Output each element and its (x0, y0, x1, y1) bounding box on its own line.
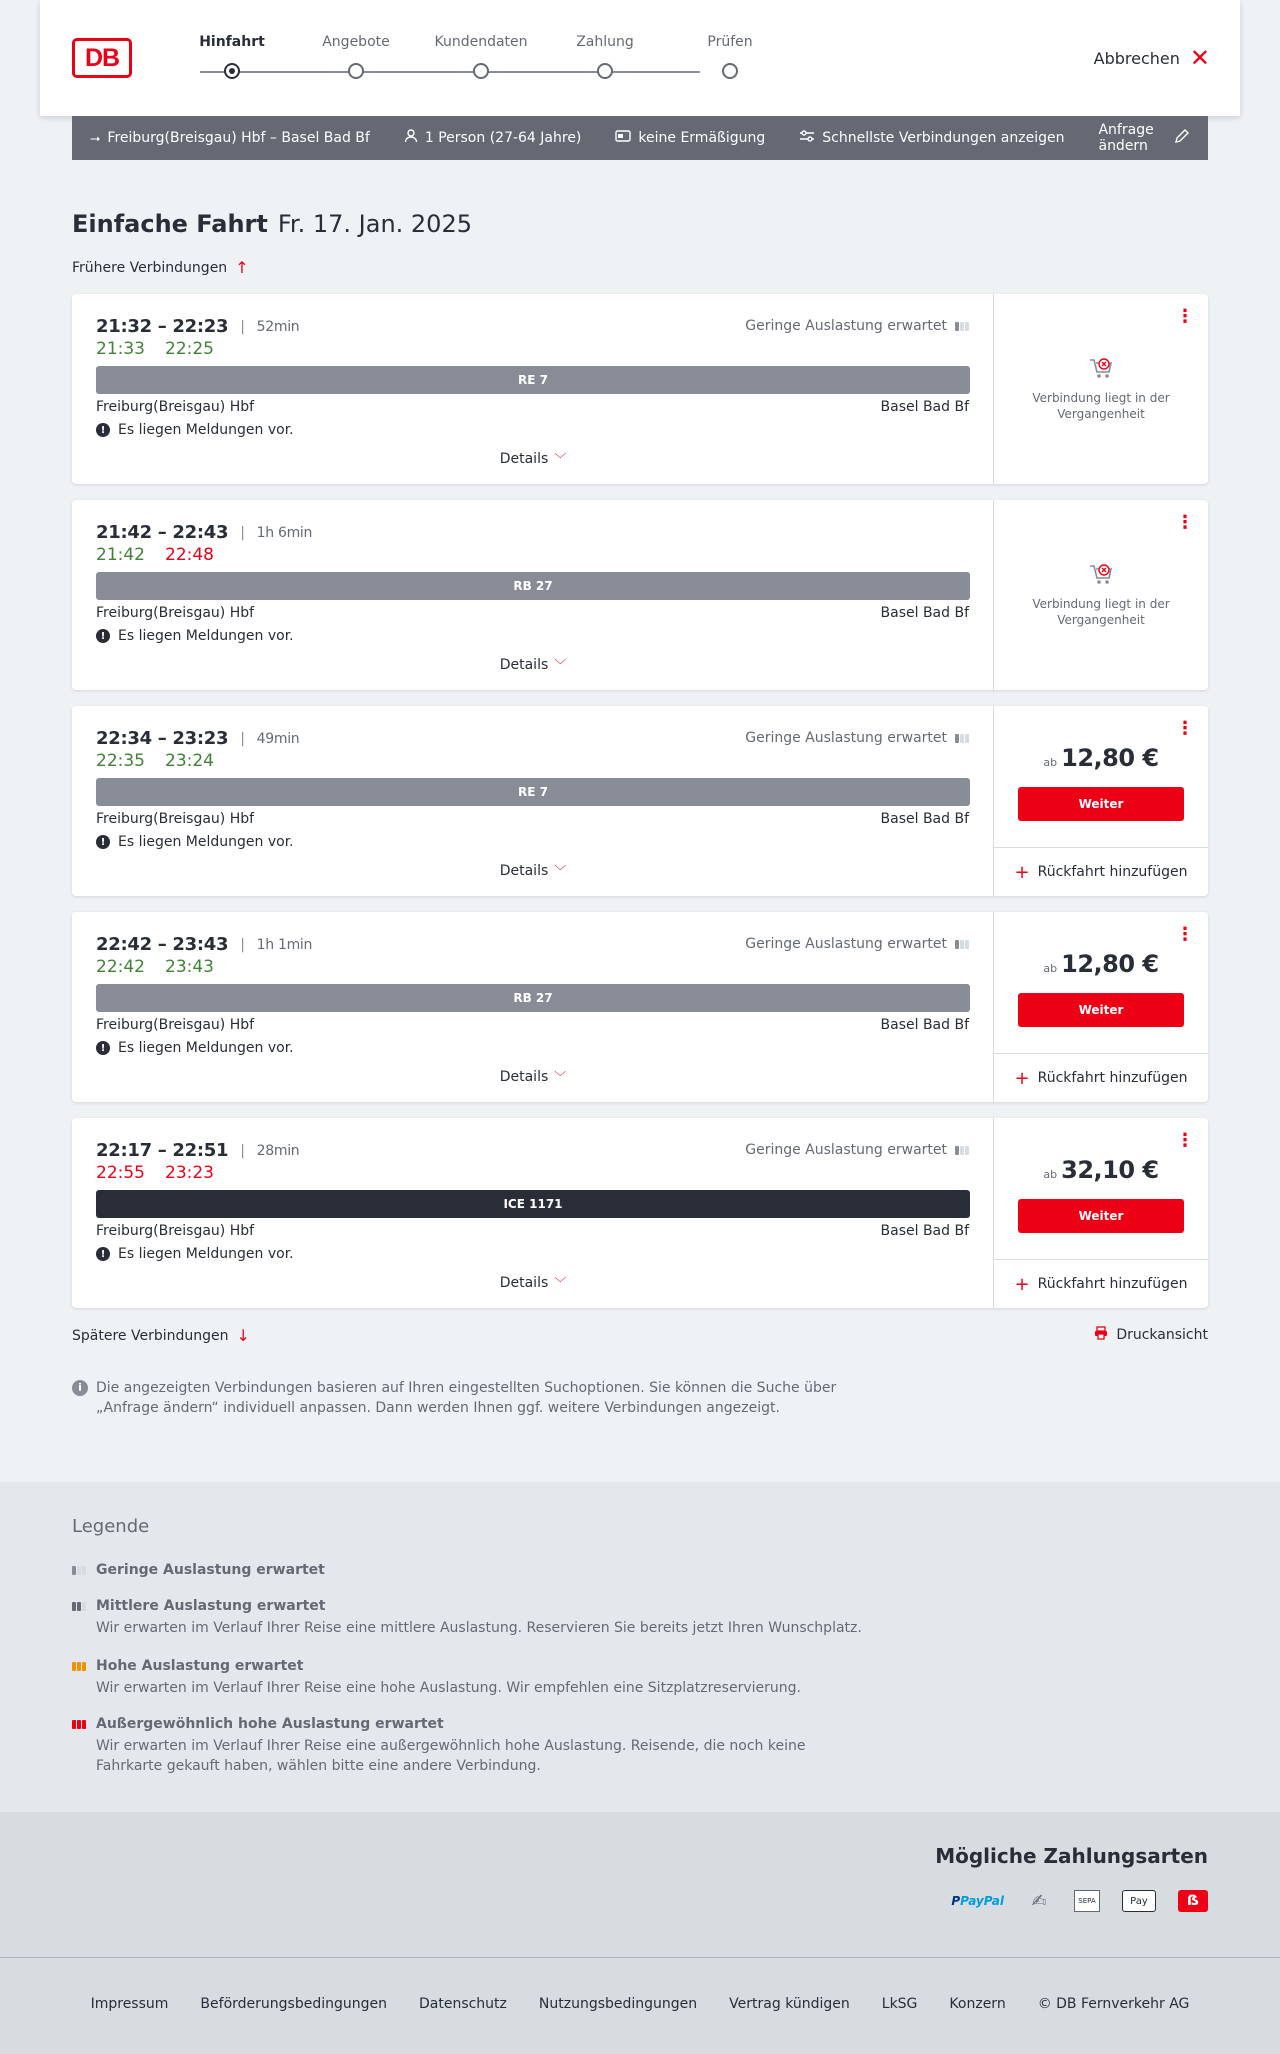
price-value: 12,80 € (1061, 950, 1159, 978)
occupancy-mid-icon (72, 1602, 86, 1611)
time-range: 21:32 – 22:23 (96, 316, 229, 337)
realtime-departure: 21:33 (96, 339, 145, 359)
price-prefix: ab (1043, 962, 1058, 975)
change-request-label: Anfrage ändern (1098, 122, 1154, 154)
realtime-departure: 22:55 (96, 1163, 145, 1183)
legend-item-text: Wir erwarten im Verlauf Ihrer Reise eine hohe Auslastung. Wir empfehlen eine Sitzplatzreservierung. (96, 1680, 801, 1696)
past-text: Verbindung liegt in der Vergangenheit (1032, 391, 1170, 421)
occupancy-low-icon (955, 940, 969, 949)
details-toggle[interactable] (72, 1274, 994, 1291)
train-bar[interactable]: RE 7 (96, 366, 970, 394)
step-label: Zahlung (576, 34, 634, 50)
time-range: 22:17 – 22:51 (96, 1140, 229, 1161)
footer-link-vertrag-kuendigen[interactable]: Vertrag kündigen (729, 1996, 850, 2012)
time-separator: | (240, 936, 245, 953)
notice-message[interactable] (96, 422, 294, 438)
step-dot (722, 63, 738, 79)
occupancy-extreme-icon (72, 1720, 86, 1729)
passenger-text: 1 Person (27-64 Jahre) (424, 130, 582, 146)
arrival-station: Basel Bad Bf (880, 605, 969, 621)
occupancy-text: Geringe Auslastung erwartet (745, 1142, 947, 1158)
details-label: Details (499, 657, 549, 673)
price (994, 1156, 1208, 1184)
details-label: Details (499, 451, 549, 467)
payment-methods-section (0, 1812, 1280, 1958)
later-connections-link[interactable] (72, 1326, 250, 1345)
plus-icon: + (1014, 1067, 1030, 1089)
connection-card (72, 912, 1208, 1102)
realtime-arrival: 23:23 (165, 1163, 214, 1183)
realtime-arrival: 22:48 (165, 545, 214, 565)
connection-info (72, 912, 994, 1102)
notice-message[interactable] (96, 628, 294, 644)
legend-item-mid (72, 1598, 872, 1638)
occupancy-indicator (745, 1142, 969, 1158)
discount-text: keine Ermäßigung (638, 130, 766, 146)
departure-station: Freiburg(Breisgau) Hbf (96, 811, 255, 827)
step-label: Angebote (322, 34, 390, 50)
arrow-down-icon: ↓ (236, 1326, 250, 1345)
price-prefix: ab (1043, 1168, 1058, 1181)
legend-item-text: Wir erwarten im Verlauf Ihrer Reise eine mittlere Auslastung. Reservieren Sie bereits jetzt Ihren Wunschplatz. (96, 1620, 862, 1636)
offer-panel (994, 500, 1208, 690)
realtime-times (96, 957, 214, 977)
sepa-icon: SEPA (1074, 1890, 1100, 1912)
add-return-button[interactable] (994, 1053, 1208, 1102)
person-icon (404, 129, 418, 147)
continue-button[interactable]: Weiter (1018, 787, 1184, 821)
direct-debit-icon: ✍ (1031, 1890, 1047, 1912)
earlier-connections-label: Frühere Verbindungen (72, 259, 228, 276)
departure-station: Freiburg(Breisgau) Hbf (96, 399, 255, 415)
price (994, 744, 1208, 772)
time-range: 21:42 – 22:43 (96, 522, 229, 543)
occupancy-text: Geringe Auslastung erwartet (745, 318, 947, 334)
footer-copyright: © DB Fernverkehr AG (1037, 1996, 1190, 2012)
legend-item-text: Wir erwarten im Verlauf Ihrer Reise eine außergewöhnlich hohe Auslastung. Reisende, die noch keine Fahrkarte gekauft haben, wählen bitte eine andere Verbindung. (96, 1738, 806, 1774)
details-label: Details (499, 1069, 549, 1085)
add-return-button[interactable] (994, 1259, 1208, 1308)
continue-button[interactable]: Weiter (1018, 993, 1184, 1027)
train-bar[interactable]: RB 27 (96, 984, 970, 1012)
exclamation-icon: ! (96, 835, 110, 849)
plus-icon: + (1014, 1273, 1030, 1295)
earlier-connections-link[interactable] (72, 258, 249, 277)
offer-panel (994, 706, 1208, 896)
realtime-times (96, 545, 214, 565)
connection-card (72, 1118, 1208, 1308)
occupancy-indicator (745, 318, 969, 334)
details-label: Details (499, 863, 549, 879)
connection-info (72, 294, 994, 484)
step-zahlung (543, 34, 667, 50)
occupancy-low-icon (72, 1566, 86, 1575)
discount-summary (615, 130, 765, 146)
add-return-label: Rückfahrt hinzufügen (1037, 864, 1188, 880)
exclamation-icon: ! (96, 629, 110, 643)
duration: 28min (256, 1142, 300, 1159)
connection-card (72, 294, 1208, 484)
cart-unavailable-icon (1087, 354, 1115, 382)
chevron-down-icon: ﹀ (554, 658, 567, 672)
step-pruefen (668, 34, 792, 50)
add-return-label: Rückfahrt hinzufügen (1037, 1070, 1188, 1086)
realtime-departure: 22:42 (96, 957, 145, 977)
stepper-line (200, 71, 700, 73)
legend-item-title: Außergewöhnlich hohe Auslastung erwartet (96, 1716, 444, 1732)
step-label: Kundendaten (434, 34, 528, 50)
db-card-icon: ẞ (1178, 1890, 1208, 1912)
realtime-arrival: 23:24 (165, 751, 214, 771)
step-label: Hinfahrt (199, 34, 265, 50)
step-hinfahrt (170, 34, 294, 50)
connection-info (72, 706, 994, 896)
planned-times (96, 1140, 299, 1161)
search-summary-bar (72, 116, 1208, 160)
footer-link-datenschutz[interactable]: Datenschutz (418, 1996, 507, 2012)
realtime-arrival: 22:25 (165, 339, 214, 359)
train-bar[interactable]: ICE 1171 (96, 1190, 970, 1218)
past-text: Verbindung liegt in der Vergangenheit (1032, 597, 1170, 627)
close-icon: ✕ (1189, 44, 1210, 72)
time-range: 22:34 – 23:23 (96, 728, 229, 749)
duration: 52min (256, 318, 300, 335)
planned-times (96, 728, 299, 749)
footer-link-konzern[interactable]: Konzern (949, 1996, 1006, 2012)
cancel-label: Abbrechen (1093, 48, 1180, 68)
payment-methods-title: Mögliche Zahlungsarten (935, 1844, 1208, 1868)
realtime-departure: 21:42 (96, 545, 145, 565)
legend-item-low (72, 1562, 872, 1578)
footer-link-nutzungsbedingungen[interactable]: Nutzungsbedingungen (538, 1996, 698, 2012)
info-icon: i (72, 1380, 88, 1396)
past-connection-notice (994, 354, 1208, 422)
notice-text: Es liegen Meldungen vor. (118, 1040, 294, 1056)
chevron-down-icon: ﹀ (554, 864, 567, 878)
time-separator: | (240, 524, 245, 541)
later-connections-label: Spätere Verbindungen (72, 1327, 229, 1344)
notice-text: Es liegen Meldungen vor. (118, 1246, 294, 1262)
offer-panel (994, 912, 1208, 1102)
print-view-label: Druckansicht (1116, 1327, 1208, 1343)
db-logo[interactable]: DB (72, 38, 132, 78)
planned-times (96, 316, 299, 337)
price-prefix: ab (1043, 756, 1058, 769)
notice-message[interactable] (96, 1040, 294, 1056)
arrow-up-icon: ↑ (235, 258, 249, 277)
arrow-right-icon: ⭢ (90, 130, 101, 146)
connection-card (72, 706, 1208, 896)
apple-pay-icon (1122, 1890, 1156, 1912)
printer-icon (1094, 1326, 1108, 1344)
occupancy-low-icon (955, 734, 969, 743)
header (40, 0, 1240, 116)
departure-station: Freiburg(Breisgau) Hbf (96, 1017, 255, 1033)
route-text: Freiburg(Breisgau) Hbf – Basel Bad Bf (107, 130, 370, 146)
notice-message[interactable] (96, 834, 294, 850)
realtime-times (96, 339, 214, 359)
option-summary (799, 130, 1064, 146)
details-toggle[interactable] (72, 450, 994, 467)
time-separator: | (240, 730, 245, 747)
details-toggle[interactable] (72, 1068, 994, 1085)
notice-text: Es liegen Meldungen vor. (118, 422, 294, 438)
details-toggle[interactable] (72, 862, 994, 879)
departure-station: Freiburg(Breisgau) Hbf (96, 605, 255, 621)
duration: 49min (256, 730, 300, 747)
cancel-button[interactable] (1094, 46, 1210, 70)
option-text: Schnellste Verbindungen anzeigen (822, 130, 1065, 146)
more-options-icon[interactable]: ⋮ (1176, 512, 1194, 533)
route-summary (90, 130, 370, 146)
time-range: 22:42 – 23:43 (96, 934, 229, 955)
arrival-station: Basel Bad Bf (880, 1017, 969, 1033)
arrival-station: Basel Bad Bf (880, 811, 969, 827)
passenger-summary (404, 129, 582, 147)
more-options-icon[interactable]: ⋮ (1176, 306, 1194, 327)
arrival-station: Basel Bad Bf (880, 399, 969, 415)
exclamation-icon: ! (96, 1247, 110, 1261)
occupancy-text: Geringe Auslastung erwartet (745, 936, 947, 952)
legend-title: Legende (72, 1516, 150, 1537)
offer-panel (994, 294, 1208, 484)
step-dot (473, 63, 489, 79)
step-angebote (294, 34, 418, 50)
past-connection-notice (994, 560, 1208, 628)
details-toggle[interactable] (72, 656, 994, 673)
duration: 1h 1min (256, 936, 313, 953)
bahncard-icon (615, 130, 631, 146)
realtime-departure: 22:35 (96, 751, 145, 771)
step-kundendaten (419, 34, 543, 50)
footer-links (0, 1958, 1280, 2012)
notice-text: Es liegen Meldungen vor. (118, 834, 294, 850)
price-value: 12,80 € (1061, 744, 1159, 772)
realtime-times (96, 751, 214, 771)
legend-item-high (72, 1658, 872, 1698)
details-label: Details (499, 1275, 549, 1291)
legend-item-extreme (72, 1716, 872, 1776)
duration: 1h 6min (256, 524, 313, 541)
step-dot (597, 63, 613, 79)
search-info-note (72, 1378, 872, 1418)
realtime-times (96, 1163, 214, 1183)
exclamation-icon: ! (96, 423, 110, 437)
price-value: 32,10 € (1061, 1156, 1159, 1184)
filter-icon (799, 130, 815, 146)
chevron-down-icon: ﹀ (554, 1070, 567, 1084)
footer-link-lksg[interactable]: LkSG (881, 1996, 918, 2012)
price (994, 950, 1208, 978)
train-bar[interactable]: RB 27 (96, 572, 970, 600)
add-return-button[interactable] (994, 847, 1208, 896)
occupancy-high-icon (72, 1662, 86, 1671)
occupancy-text: Geringe Auslastung erwartet (745, 730, 947, 746)
notice-message[interactable] (96, 1246, 294, 1262)
occupancy-low-icon (955, 322, 969, 331)
connection-info (72, 500, 994, 690)
realtime-arrival: 23:43 (165, 957, 214, 977)
pencil-icon (1174, 128, 1190, 148)
booking-stepper (170, 0, 753, 116)
step-dot-active (224, 63, 240, 79)
planned-times (96, 522, 312, 543)
train-bar[interactable]: RE 7 (96, 778, 970, 806)
continue-button[interactable]: Weiter (1018, 1199, 1184, 1233)
apple-pay-text: Pay (1130, 1895, 1148, 1907)
footer-link-impressum[interactable]: Impressum (90, 1996, 169, 2012)
connection-info (72, 1118, 994, 1308)
info-text: Die angezeigten Verbindungen basieren auf Ihren eingestellten Suchoptionen. Sie können die Suche über „Anfrage ändern“ individuell anpassen. Dann werden Ihnen ggf. weitere Verbindungen angezeigt. (96, 1380, 837, 1416)
add-return-label: Rückfahrt hinzufügen (1037, 1276, 1188, 1292)
occupancy-indicator (745, 730, 969, 746)
legend-item-title: Geringe Auslastung erwartet (96, 1562, 325, 1578)
page-title (72, 210, 472, 238)
planned-times (96, 934, 312, 955)
occupancy-low-icon (955, 1146, 969, 1155)
cart-unavailable-icon (1087, 560, 1115, 588)
connection-card (72, 500, 1208, 690)
legend-item-title: Hohe Auslastung erwartet (96, 1658, 304, 1674)
more-options-icon[interactable]: ⋮ (1176, 924, 1194, 945)
paypal-icon: P PayPal (951, 1894, 1004, 1908)
more-options-icon[interactable]: ⋮ (1176, 1130, 1194, 1151)
more-options-icon[interactable]: ⋮ (1176, 718, 1194, 739)
footer-link-befoerderungsbedingungen[interactable]: Beförderungsbedingungen (200, 1996, 387, 2012)
chevron-down-icon: ﹀ (554, 1276, 567, 1290)
legend-item-title: Mittlere Auslastung erwartet (96, 1598, 326, 1614)
plus-icon: + (1014, 861, 1030, 883)
time-separator: | (240, 1142, 245, 1159)
step-label: Prüfen (707, 34, 753, 50)
arrival-station: Basel Bad Bf (880, 1223, 969, 1239)
payment-icons (951, 1890, 1208, 1912)
departure-station: Freiburg(Breisgau) Hbf (96, 1223, 255, 1239)
chevron-down-icon: ﹀ (554, 452, 567, 466)
print-view-link[interactable] (1094, 1326, 1208, 1344)
step-dot (348, 63, 364, 79)
change-request-button[interactable] (1098, 122, 1190, 154)
exclamation-icon: ! (96, 1041, 110, 1055)
offer-panel (994, 1118, 1208, 1308)
trip-type-title: Einfache Fahrt (72, 210, 268, 238)
paypal-text: PayPal (960, 1894, 1004, 1908)
time-separator: | (240, 318, 245, 335)
legend-section (0, 1482, 1280, 1812)
occupancy-indicator (745, 936, 969, 952)
notice-text: Es liegen Meldungen vor. (118, 628, 294, 644)
footer (0, 1958, 1280, 2054)
travel-date: Fr. 17. Jan. 2025 (277, 210, 472, 238)
